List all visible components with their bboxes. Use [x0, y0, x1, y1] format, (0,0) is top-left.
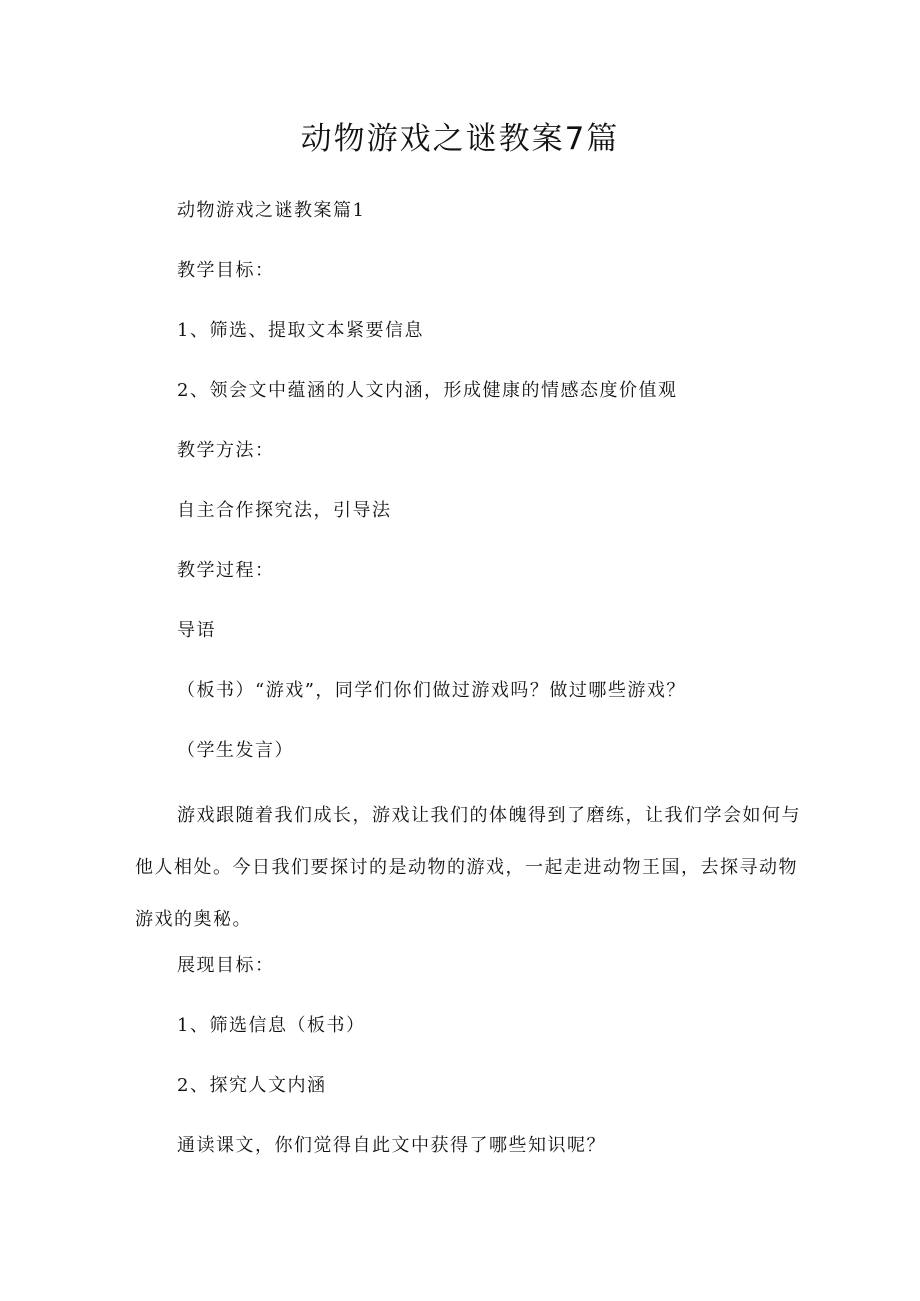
show-goal-item-1: 1、筛选信息（板书）	[177, 1015, 366, 1036]
teaching-goals-label: 教学目标：	[177, 260, 275, 281]
blackboard-question: （板书）“游戏”，同学们你们做过游戏吗？做过哪些游戏？	[177, 680, 686, 701]
goal-item-1: 1、筛选、提取文本紧要信息	[177, 320, 424, 341]
show-goal-item-2: 2、探究人文内涵	[177, 1075, 327, 1096]
goal-item-2: 2、领会文中蕴涵的人文内涵，形成健康的情感态度价值观	[177, 380, 678, 401]
teaching-method-text: 自主合作探究法，引导法	[177, 500, 392, 521]
intro-paragraph: 游戏跟随着我们成长，游戏让我们的体魄得到了磨练，让我们学会如何与他人相处。今日我们要探讨的是动物的游戏，一起走进动物王国，去探寻动物游戏的奥秘。	[135, 805, 801, 930]
intro-label: 导语	[177, 620, 216, 641]
section-heading: 动物游戏之谜教案篇1	[177, 200, 366, 221]
show-goals-label: 展现目标：	[177, 955, 275, 976]
reading-question: 通读课文，你们觉得自此文中获得了哪些知识呢？	[177, 1135, 606, 1156]
student-speech-note: （学生发言）	[177, 740, 294, 761]
teaching-method-label: 教学方法：	[177, 440, 275, 461]
document-title: 动物游戏之谜教案7篇	[300, 121, 620, 157]
teaching-process-label: 教学过程：	[177, 560, 275, 581]
